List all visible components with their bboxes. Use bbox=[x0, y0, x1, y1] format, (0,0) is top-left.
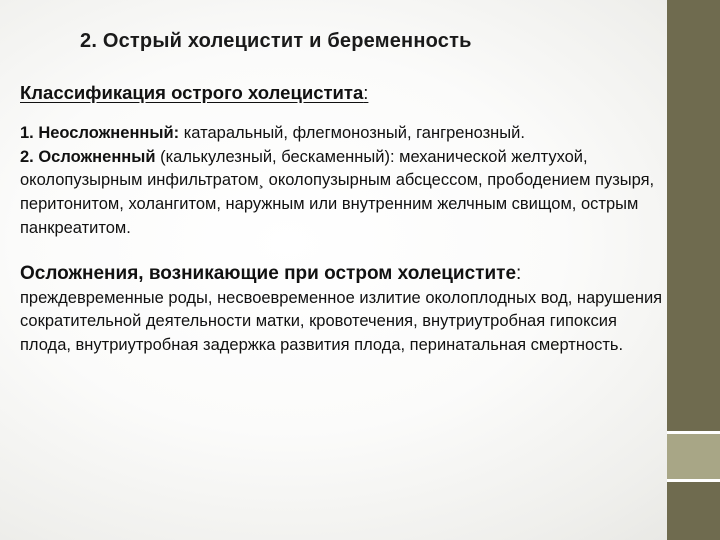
slide-title: 2. Острый холецистит и беременность bbox=[80, 30, 472, 52]
complications-heading bbox=[20, 261, 665, 287]
classification-heading-colon: : bbox=[363, 82, 369, 103]
classification-item bbox=[20, 146, 665, 241]
spacer bbox=[20, 106, 665, 122]
slide-content bbox=[20, 80, 665, 358]
spacer bbox=[20, 241, 665, 261]
classification-item bbox=[20, 122, 665, 146]
complications-text: преждевременные роды, несвоевременное излитие околоплодных вод, нарушения сократительной деятельности матки, кровотечения, внутриутробная гипоксия плода, внутриутробная задержка развития плода, перинатальная смертность. bbox=[20, 288, 663, 354]
sidebar-separator bbox=[667, 479, 720, 482]
classification-item-label: 1. Неосложненный: bbox=[20, 124, 180, 142]
sidebar-band-accent bbox=[667, 433, 720, 480]
classification-heading bbox=[20, 80, 665, 106]
complications-heading-colon: : bbox=[516, 262, 522, 284]
sidebar-band-top bbox=[667, 0, 720, 433]
classification-item-text: (калькулезный, бескаменный): механической желтухой, околопузырным инфильтратом¸ околопузырным абсцессом, прободением пузыря, перитонитом, холангитом, наружным или внутренним желчным свищом, острым панкреатитом. bbox=[20, 147, 655, 237]
classification-item-text: катаральный, флегмонозный, гангренозный. bbox=[179, 124, 525, 142]
classification-item-label: 2. Осложненный bbox=[20, 147, 156, 166]
sidebar-separator bbox=[667, 431, 720, 434]
classification-heading-text: Классификация острого холецистита bbox=[20, 82, 364, 103]
complications-heading-text: Осложнения, возникающие при остром холецистите bbox=[20, 262, 517, 284]
sidebar-band-bottom bbox=[667, 480, 720, 540]
